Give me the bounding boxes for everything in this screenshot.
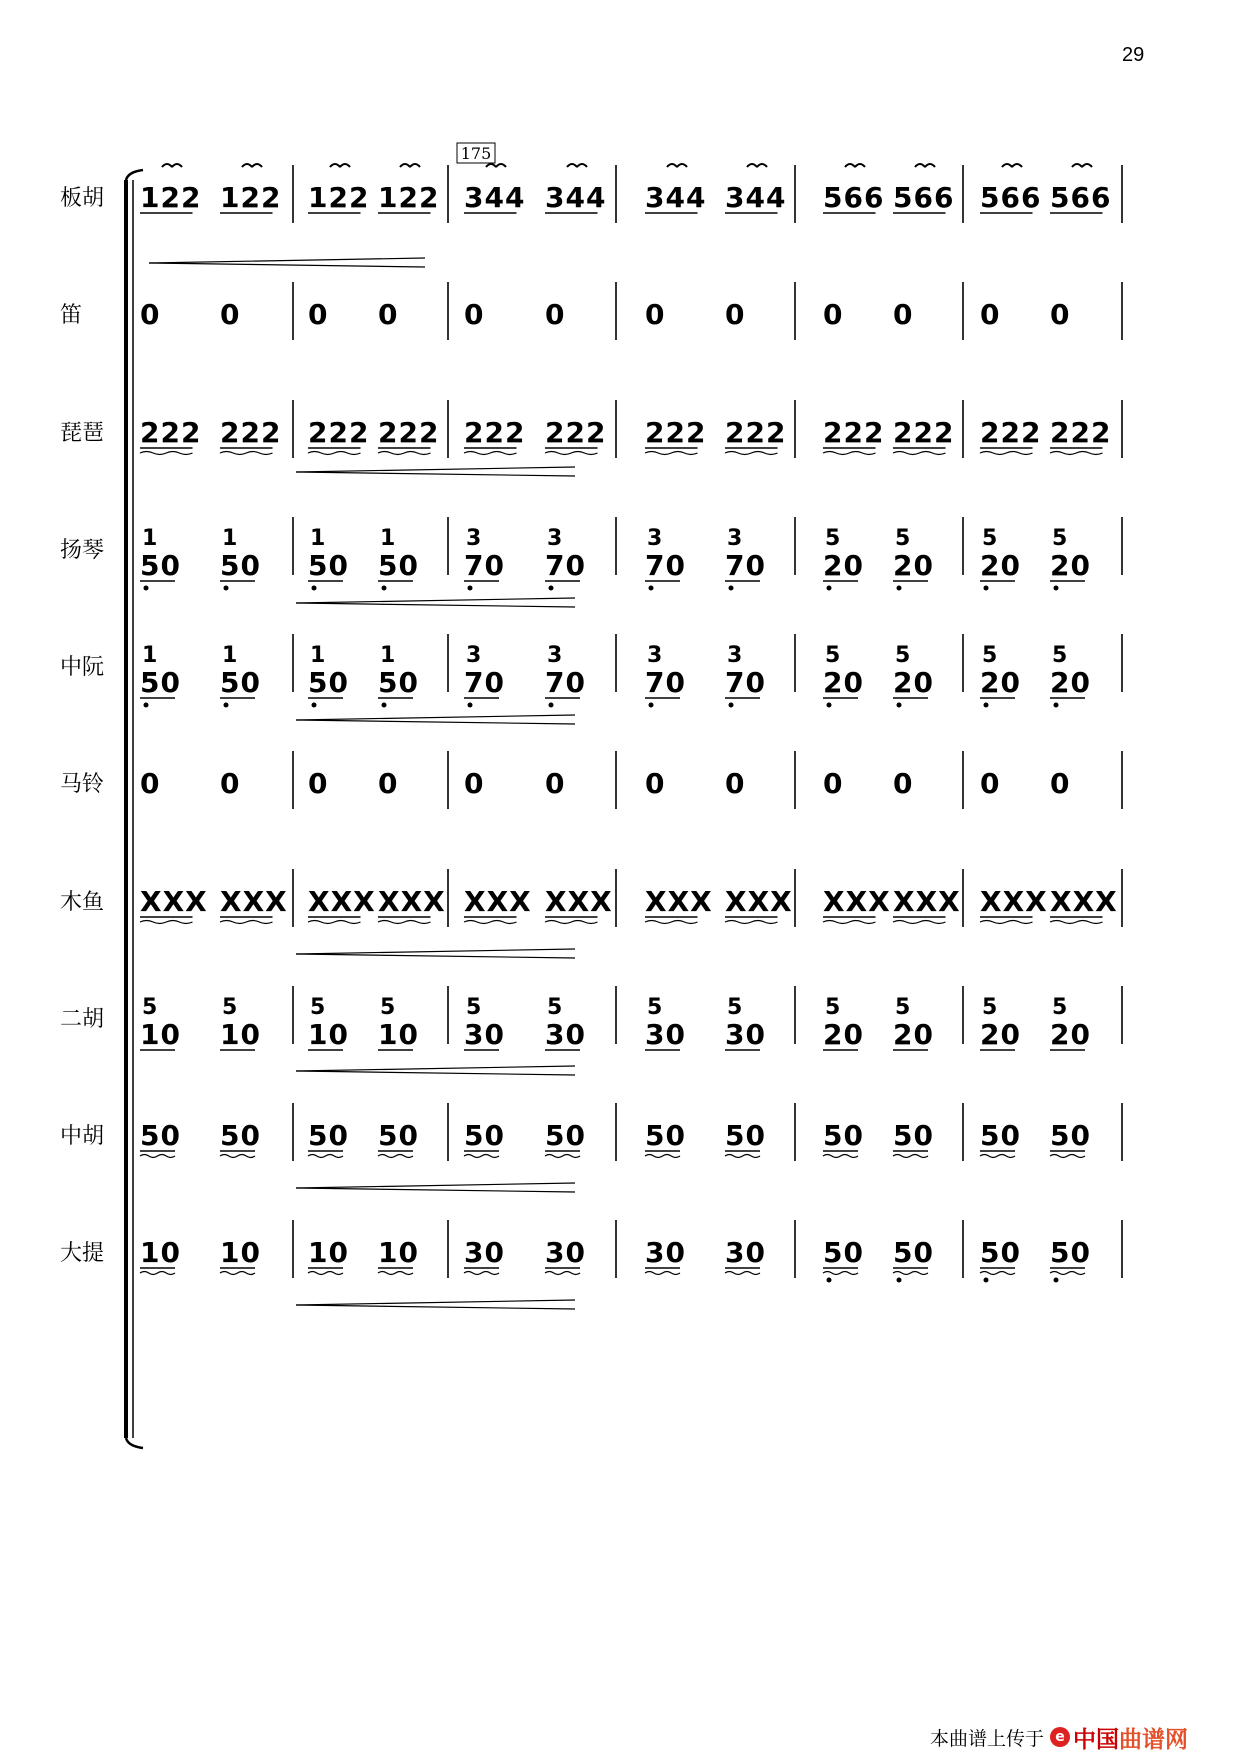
note-group: 222: [725, 416, 787, 449]
upper-note: 1: [222, 526, 238, 551]
note-group: 0: [220, 767, 241, 800]
tremolo-mark: [823, 921, 876, 924]
upper-note: 5: [895, 526, 911, 551]
tremolo-mark: [464, 1155, 499, 1158]
tremolo-mark: [220, 1155, 255, 1158]
note-group: 0: [1050, 767, 1071, 800]
site-logo-text-red: 中国: [1073, 1726, 1120, 1753]
note-group: 0: [645, 298, 666, 331]
tremolo-mark: [725, 921, 778, 924]
note-group: 0: [378, 298, 399, 331]
note-group: XXX: [893, 885, 961, 918]
ornament-mark: [667, 164, 687, 167]
tremolo-mark: [140, 1272, 175, 1275]
tremolo-mark: [140, 1155, 175, 1158]
octave-dot: [649, 586, 654, 591]
upper-note: 5: [895, 643, 911, 668]
note-group: 222: [220, 416, 282, 449]
instrument-name: 木鱼: [60, 890, 105, 915]
tremolo-mark: [645, 921, 698, 924]
hairpin-line: [296, 598, 575, 603]
ornament-mark: [567, 164, 587, 167]
note-group: 222: [980, 416, 1042, 449]
tremolo-mark: [378, 452, 431, 455]
upper-note: 1: [142, 526, 158, 551]
note-group: 50: [725, 1119, 766, 1152]
hairpin-line: [296, 1183, 575, 1188]
note-group: 70: [725, 666, 766, 699]
note-group: 344: [645, 181, 707, 214]
tremolo-mark: [725, 1272, 760, 1275]
octave-dot: [984, 586, 989, 591]
tremolo-mark: [545, 921, 598, 924]
hairpin-line: [296, 949, 575, 954]
note-group: 0: [220, 298, 241, 331]
note-group: 0: [645, 767, 666, 800]
tremolo-mark: [545, 1155, 580, 1158]
instrument-name: 中阮: [60, 655, 105, 680]
instrument-name: 中胡: [60, 1124, 105, 1149]
upper-note: 1: [310, 526, 326, 551]
ornament-mark: [1002, 164, 1022, 167]
note-group: 30: [725, 1236, 766, 1269]
tremolo-mark: [1050, 452, 1103, 455]
instrument-name: 扬琴: [60, 538, 105, 563]
octave-dot: [468, 586, 473, 591]
ornament-mark: [486, 164, 506, 167]
note-group: 222: [545, 416, 607, 449]
note-group: 0: [823, 298, 844, 331]
upper-note: 3: [727, 643, 743, 668]
bracket-bottom-hook: [126, 1438, 143, 1448]
note-group: 0: [378, 767, 399, 800]
octave-dot: [897, 703, 902, 708]
upper-note: 5: [547, 995, 563, 1020]
tremolo-mark: [545, 452, 598, 455]
upper-note: 1: [142, 643, 158, 668]
tremolo-mark: [308, 452, 361, 455]
note-group: 344: [545, 181, 607, 214]
note-group: 20: [823, 666, 864, 699]
hairpin-line: [296, 1188, 575, 1192]
tremolo-mark: [645, 1155, 680, 1158]
octave-dot: [312, 586, 317, 591]
tremolo-mark: [464, 1272, 499, 1275]
instrument-name: 马铃: [60, 772, 105, 797]
upper-note: 3: [547, 643, 563, 668]
note-group: 50: [140, 666, 181, 699]
note-group: 222: [464, 416, 526, 449]
hairpin-line: [296, 1305, 575, 1309]
tremolo-mark: [893, 921, 946, 924]
tremolo-mark: [823, 452, 876, 455]
tremolo-mark: [545, 1272, 580, 1275]
ornament-mark: [330, 164, 350, 167]
note-group: 50: [980, 1119, 1021, 1152]
upper-note: 1: [380, 643, 396, 668]
octave-dot: [984, 1278, 989, 1283]
note-group: 0: [464, 767, 485, 800]
octave-dot: [224, 586, 229, 591]
bracket-top-hook: [126, 170, 143, 180]
note-group: 50: [545, 1119, 586, 1152]
upper-note: 5: [895, 995, 911, 1020]
tremolo-mark: [980, 1155, 1015, 1158]
note-group: 0: [823, 767, 844, 800]
note-group: 10: [140, 1018, 181, 1051]
upper-note: 3: [466, 526, 482, 551]
note-group: 50: [140, 549, 181, 582]
note-group: 50: [308, 549, 349, 582]
note-group: 50: [378, 666, 419, 699]
page-number: 29: [1122, 44, 1145, 66]
note-group: 0: [980, 767, 1001, 800]
note-group: 50: [220, 666, 261, 699]
note-group: 10: [220, 1236, 261, 1269]
octave-dot: [549, 703, 554, 708]
note-group: 20: [893, 666, 934, 699]
tremolo-mark: [1050, 921, 1103, 924]
note-group: 30: [545, 1236, 586, 1269]
upper-note: 5: [982, 995, 998, 1020]
note-group: 20: [823, 549, 864, 582]
instrument-name: 琵琶: [60, 421, 105, 446]
note-group: 222: [1050, 416, 1112, 449]
tremolo-mark: [823, 1155, 858, 1158]
tremolo-mark: [980, 1272, 1015, 1275]
tremolo-mark: [645, 452, 698, 455]
site-logo-text-orange: 曲谱网: [1119, 1726, 1189, 1753]
instrument-name: 笛: [60, 303, 83, 328]
tremolo-mark: [464, 921, 517, 924]
octave-dot: [549, 586, 554, 591]
note-group: 50: [893, 1236, 934, 1269]
note-group: 70: [464, 666, 505, 699]
octave-dot: [382, 703, 387, 708]
hairpin-line: [296, 1300, 575, 1305]
upper-note: 5: [1052, 526, 1068, 551]
footer-upload-text: 本曲谱上传于: [930, 1727, 1045, 1750]
hairpin-line: [296, 472, 575, 476]
upper-note: 5: [466, 995, 482, 1020]
footer-watermark: [930, 1722, 1188, 1752]
hairpin-line: [149, 263, 425, 267]
note-group: 222: [823, 416, 885, 449]
note-group: 0: [545, 767, 566, 800]
tremolo-mark: [1050, 1272, 1085, 1275]
note-group: 566: [1050, 181, 1112, 214]
note-group: 20: [823, 1018, 864, 1051]
upper-note: 1: [380, 526, 396, 551]
note-group: 122: [378, 181, 440, 214]
upper-note: 5: [825, 643, 841, 668]
note-group: 70: [645, 666, 686, 699]
upper-note: 3: [466, 643, 482, 668]
note-group: 70: [645, 549, 686, 582]
note-group: 70: [545, 549, 586, 582]
upper-note: 5: [825, 526, 841, 551]
tremolo-mark: [823, 1272, 858, 1275]
upper-note: 3: [647, 526, 663, 551]
hairpin-line: [296, 1066, 575, 1071]
note-group: 50: [378, 549, 419, 582]
octave-dot: [897, 1278, 902, 1283]
upper-note: 5: [982, 643, 998, 668]
note-group: 566: [980, 181, 1042, 214]
tremolo-mark: [308, 921, 361, 924]
note-group: 50: [378, 1119, 419, 1152]
tremolo-mark: [1050, 1155, 1085, 1158]
note-group: 0: [725, 298, 746, 331]
note-group: 50: [893, 1119, 934, 1152]
upper-note: 3: [647, 643, 663, 668]
note-group: 122: [220, 181, 282, 214]
octave-dot: [827, 703, 832, 708]
note-group: 222: [893, 416, 955, 449]
note-group: 30: [645, 1236, 686, 1269]
tremolo-mark: [140, 921, 193, 924]
instrument-name: 二胡: [60, 1007, 105, 1032]
octave-dot: [984, 703, 989, 708]
note-group: XXX: [980, 885, 1048, 918]
tremolo-mark: [980, 921, 1033, 924]
note-group: 50: [645, 1119, 686, 1152]
note-group: 10: [140, 1236, 181, 1269]
note-group: 50: [1050, 1236, 1091, 1269]
upper-note: 3: [547, 526, 563, 551]
tremolo-mark: [893, 1272, 928, 1275]
octave-dot: [224, 703, 229, 708]
note-group: 50: [308, 666, 349, 699]
ornament-mark: [915, 164, 935, 167]
octave-dot: [729, 586, 734, 591]
tremolo-mark: [308, 1155, 343, 1158]
site-logo: [1050, 1721, 1188, 1754]
note-group: 50: [220, 549, 261, 582]
note-group: 20: [980, 666, 1021, 699]
hairpin-line: [296, 720, 575, 724]
octave-dot: [382, 586, 387, 591]
upper-note: 3: [727, 526, 743, 551]
ornament-mark: [400, 164, 420, 167]
note-group: 0: [308, 767, 329, 800]
note-group: 566: [823, 181, 885, 214]
note-group: 70: [545, 666, 586, 699]
tremolo-mark: [378, 1272, 413, 1275]
note-group: XXX: [645, 885, 713, 918]
note-group: 20: [980, 549, 1021, 582]
hairpin-line: [296, 467, 575, 472]
note-group: 0: [980, 298, 1001, 331]
hairpin-line: [296, 1071, 575, 1075]
upper-note: 1: [222, 643, 238, 668]
rehearsal-mark: 175: [460, 144, 492, 163]
hairpin-line: [296, 603, 575, 607]
tremolo-mark: [725, 1155, 760, 1158]
note-group: 30: [464, 1018, 505, 1051]
note-group: XXX: [464, 885, 532, 918]
note-group: 50: [220, 1119, 261, 1152]
note-group: 50: [1050, 1119, 1091, 1152]
ornament-mark: [242, 164, 262, 167]
note-group: 20: [1050, 549, 1091, 582]
note-group: XXX: [725, 885, 793, 918]
upper-note: 5: [647, 995, 663, 1020]
note-group: XXX: [140, 885, 208, 918]
note-group: 30: [545, 1018, 586, 1051]
octave-dot: [1054, 703, 1059, 708]
note-group: 50: [140, 1119, 181, 1152]
upper-note: 5: [222, 995, 238, 1020]
ornament-mark: [747, 164, 767, 167]
note-group: 10: [308, 1018, 349, 1051]
note-group: 222: [140, 416, 202, 449]
upper-note: 5: [727, 995, 743, 1020]
tremolo-mark: [893, 1155, 928, 1158]
note-group: XXX: [545, 885, 613, 918]
octave-dot: [729, 703, 734, 708]
note-group: 0: [545, 298, 566, 331]
note-group: 30: [464, 1236, 505, 1269]
octave-dot: [312, 703, 317, 708]
note-group: 70: [464, 549, 505, 582]
note-group: 50: [308, 1119, 349, 1152]
upper-note: 5: [142, 995, 158, 1020]
note-group: XXX: [220, 885, 288, 918]
note-group: 222: [308, 416, 370, 449]
ornament-mark: [162, 164, 182, 167]
hairpin-line: [296, 715, 575, 720]
tremolo-mark: [980, 452, 1033, 455]
note-group: 30: [645, 1018, 686, 1051]
note-group: 50: [823, 1119, 864, 1152]
octave-dot: [827, 1278, 832, 1283]
note-group: 30: [725, 1018, 766, 1051]
note-group: 0: [893, 767, 914, 800]
note-group: 0: [140, 767, 161, 800]
tremolo-mark: [378, 921, 431, 924]
note-group: 10: [378, 1236, 419, 1269]
note-group: 20: [1050, 666, 1091, 699]
instrument-name: 大提: [60, 1241, 105, 1266]
tremolo-mark: [893, 452, 946, 455]
note-group: 0: [140, 298, 161, 331]
upper-note: 5: [380, 995, 396, 1020]
note-group: 10: [308, 1236, 349, 1269]
note-group: 70: [725, 549, 766, 582]
octave-dot: [468, 703, 473, 708]
octave-dot: [144, 586, 149, 591]
tremolo-mark: [464, 452, 517, 455]
tremolo-mark: [140, 452, 193, 455]
ornament-mark: [1072, 164, 1092, 167]
octave-dot: [1054, 1278, 1059, 1283]
note-group: 222: [378, 416, 440, 449]
note-group: 0: [308, 298, 329, 331]
note-group: 122: [140, 181, 202, 214]
note-group: 10: [378, 1018, 419, 1051]
note-group: 344: [464, 181, 526, 214]
tremolo-mark: [645, 1272, 680, 1275]
tremolo-mark: [220, 452, 273, 455]
note-group: 0: [725, 767, 746, 800]
note-group: 0: [464, 298, 485, 331]
upper-note: 5: [1052, 995, 1068, 1020]
note-group: 20: [893, 549, 934, 582]
note-group: 50: [464, 1119, 505, 1152]
note-group: 20: [1050, 1018, 1091, 1051]
octave-dot: [827, 586, 832, 591]
note-group: 122: [308, 181, 370, 214]
tremolo-mark: [725, 452, 778, 455]
note-group: 20: [980, 1018, 1021, 1051]
site-logo-icon: e: [1050, 1727, 1070, 1747]
instrument-name: 板胡: [60, 186, 105, 211]
upper-note: 5: [825, 995, 841, 1020]
note-group: 344: [725, 181, 787, 214]
tremolo-mark: [220, 921, 273, 924]
note-group: XXX: [1050, 885, 1118, 918]
note-group: 222: [645, 416, 707, 449]
note-group: 0: [893, 298, 914, 331]
upper-note: 5: [310, 995, 326, 1020]
note-group: XXX: [378, 885, 446, 918]
upper-note: 5: [1052, 643, 1068, 668]
note-group: 10: [220, 1018, 261, 1051]
hairpin-line: [296, 954, 575, 958]
tremolo-mark: [378, 1155, 413, 1158]
note-group: XXX: [823, 885, 891, 918]
upper-note: 5: [982, 526, 998, 551]
ornament-mark: [845, 164, 865, 167]
note-group: 20: [893, 1018, 934, 1051]
note-group: 0: [1050, 298, 1071, 331]
note-group: 50: [980, 1236, 1021, 1269]
hairpin-line: [149, 258, 425, 263]
octave-dot: [897, 586, 902, 591]
note-group: 50: [823, 1236, 864, 1269]
tremolo-mark: [220, 1272, 255, 1275]
upper-note: 1: [310, 643, 326, 668]
tremolo-mark: [308, 1272, 343, 1275]
note-group: 566: [893, 181, 955, 214]
note-group: XXX: [308, 885, 376, 918]
octave-dot: [144, 703, 149, 708]
octave-dot: [649, 703, 654, 708]
octave-dot: [1054, 586, 1059, 591]
